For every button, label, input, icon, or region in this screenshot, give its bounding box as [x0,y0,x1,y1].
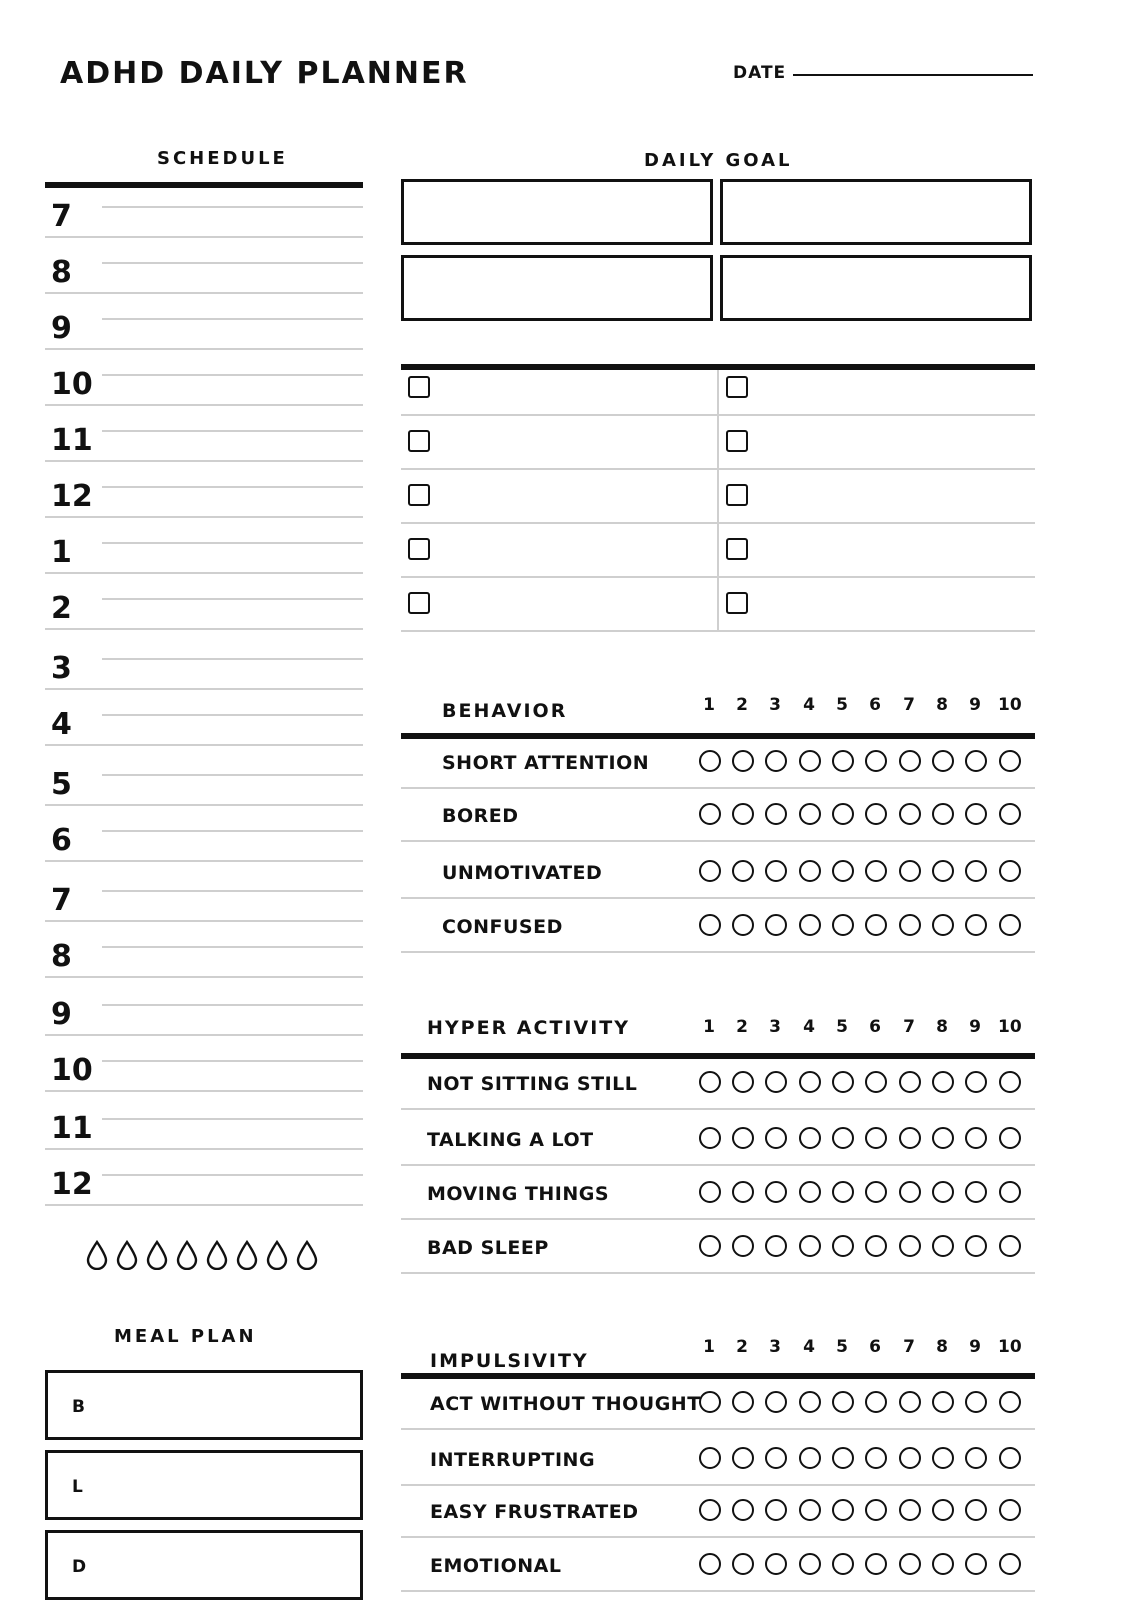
rating-circle[interactable] [865,1553,887,1575]
hour-label: 8 [51,939,72,974]
rating-circle[interactable] [732,914,754,936]
rating-circle[interactable] [699,1447,721,1469]
rating-circle[interactable] [965,1447,987,1469]
hour-label: 10 [51,367,93,402]
rating-circle[interactable] [999,750,1021,772]
rating-circle[interactable] [732,1447,754,1469]
todo-row-divider [401,576,1035,578]
rating-circle[interactable] [799,1391,821,1413]
rating-circle[interactable] [699,750,721,772]
rating-circle[interactable] [699,803,721,825]
hour-writing-line [102,1004,363,1006]
todo-row-divider [401,522,1035,524]
scale-number: 6 [869,1017,881,1037]
hour-writing-line [102,1060,363,1062]
rating-circle[interactable] [932,1071,954,1093]
hour-writing-line [102,206,363,208]
rating-circle[interactable] [832,860,854,882]
rating-circle[interactable] [832,803,854,825]
rating-circle[interactable] [699,860,721,882]
scale-number: 7 [903,695,915,715]
schedule-hour-row[interactable] [45,1166,363,1222]
daily-goal-heading: DAILY GOAL [644,150,793,171]
hour-divider [45,516,363,518]
rating-circle[interactable] [999,1127,1021,1149]
rating-circle[interactable] [899,1127,921,1149]
hour-writing-line [102,374,363,376]
rating-circle[interactable] [965,1127,987,1149]
hour-label: 4 [51,707,72,742]
rating-circle[interactable] [932,1181,954,1203]
rating-circle[interactable] [965,1391,987,1413]
rating-circle[interactable] [765,750,787,772]
goal-box[interactable] [720,179,1032,245]
checkbox[interactable] [726,376,748,398]
scale-number: 9 [969,1017,981,1037]
schedule-hour-row[interactable] [45,1110,363,1166]
rating-circle[interactable] [965,1235,987,1257]
checkbox[interactable] [408,376,430,398]
schedule-hour-row[interactable] [45,938,363,994]
hour-divider [45,688,363,690]
scale-number: 7 [903,1017,915,1037]
rating-row-label: NOT SITTING STILL [427,1073,638,1095]
rating-circle[interactable] [999,1235,1021,1257]
schedule-hour-row[interactable] [45,822,363,878]
scale-number: 2 [736,1337,748,1357]
meal-plan-heading: MEAL PLAN [114,1326,257,1347]
meal-box-b[interactable] [45,1370,363,1440]
hour-divider [45,920,363,922]
rating-circle[interactable] [965,803,987,825]
water-drop-icon[interactable] [204,1240,230,1270]
rating-circle[interactable] [832,1127,854,1149]
schedule-hour-row[interactable] [45,478,363,534]
date-label: DATE [733,63,787,83]
hour-writing-line [102,598,363,600]
hour-divider [45,1034,363,1036]
rating-circle[interactable] [965,860,987,882]
rating-circle[interactable] [765,1181,787,1203]
scale-number: 1 [703,695,715,715]
rating-circle[interactable] [699,1553,721,1575]
rating-circle[interactable] [799,860,821,882]
hour-divider [45,292,363,294]
water-drop-icon[interactable] [144,1240,170,1270]
hour-label: 11 [51,423,93,458]
hour-divider [45,348,363,350]
rating-circle[interactable] [865,1127,887,1149]
checkbox[interactable] [726,484,748,506]
rating-row-divider [401,1536,1035,1538]
rating-circle[interactable] [699,1127,721,1149]
rating-circle[interactable] [765,914,787,936]
rating-circle[interactable] [899,1235,921,1257]
rating-circle[interactable] [832,1447,854,1469]
hour-divider [45,860,363,862]
rating-circle[interactable] [999,1391,1021,1413]
rating-circle[interactable] [799,1447,821,1469]
scale-number: 4 [803,695,815,715]
rating-circle[interactable] [899,1391,921,1413]
rating-circle[interactable] [799,1181,821,1203]
water-drop-icon[interactable] [294,1240,320,1270]
meal-label: L [72,1477,83,1497]
rating-circle[interactable] [799,803,821,825]
rating-row-label: SHORT ATTENTION [442,752,650,774]
page-title: ADHD DAILY PLANNER [60,56,469,91]
schedule-hour-row[interactable] [45,590,363,646]
rating-circle[interactable] [899,860,921,882]
scale-number: 9 [969,695,981,715]
rating-circle[interactable] [865,1447,887,1469]
rating-row-divider [401,1218,1035,1220]
hour-writing-line [102,1174,363,1176]
rating-circle[interactable] [799,1235,821,1257]
checkbox[interactable] [408,592,430,614]
hour-divider [45,976,363,978]
scale-number: 10 [998,695,1022,715]
rating-circle[interactable] [765,1127,787,1149]
rating-circle[interactable] [865,1391,887,1413]
hour-label: 6 [51,823,72,858]
scale-number: 6 [869,1337,881,1357]
rating-circle[interactable] [999,1447,1021,1469]
rating-circle[interactable] [999,860,1021,882]
rating-circle[interactable] [699,1391,721,1413]
hour-label: 5 [51,767,72,802]
rating-circle[interactable] [765,803,787,825]
rating-circle[interactable] [932,1391,954,1413]
rating-circle[interactable] [732,1235,754,1257]
rating-row-label: BORED [442,805,519,827]
rating-circle[interactable] [965,750,987,772]
rating-circle[interactable] [899,750,921,772]
water-drop-icon[interactable] [234,1240,260,1270]
scale-number: 8 [936,695,948,715]
schedule-hour-row[interactable] [45,766,363,822]
rating-circle[interactable] [999,914,1021,936]
rating-circle[interactable] [965,1181,987,1203]
scale-number: 8 [936,1017,948,1037]
rating-circle[interactable] [932,750,954,772]
goal-box[interactable] [720,255,1032,321]
schedule-heading: SCHEDULE [157,148,288,169]
hour-label: 10 [51,1053,93,1088]
scale-number: 2 [736,1017,748,1037]
rating-circle[interactable] [799,1127,821,1149]
rating-row-divider [401,1272,1035,1274]
rating-circle[interactable] [832,1553,854,1575]
schedule-hour-row[interactable] [45,366,363,422]
scale-number: 1 [703,1017,715,1037]
water-tracker [84,1240,320,1270]
schedule-hour-row[interactable] [45,198,363,254]
rating-row-label: EMOTIONAL [430,1555,562,1577]
hour-writing-line [102,714,363,716]
scale-number: 7 [903,1337,915,1357]
rating-circle[interactable] [865,1071,887,1093]
rating-circle[interactable] [999,803,1021,825]
rating-circle[interactable] [732,1127,754,1149]
water-drop-icon[interactable] [264,1240,290,1270]
rating-circle[interactable] [932,860,954,882]
scale-number: 5 [836,1337,848,1357]
rating-circle[interactable] [699,1499,721,1521]
rating-circle[interactable] [699,1071,721,1093]
rating-circle[interactable] [732,803,754,825]
scale-number: 9 [969,1337,981,1357]
rating-circle[interactable] [799,1071,821,1093]
rating-circle[interactable] [999,1553,1021,1575]
hour-divider [45,1148,363,1150]
rating-circle[interactable] [865,750,887,772]
hour-label: 7 [51,883,72,918]
rating-row-divider [401,897,1035,899]
rating-row-label: EASY FRUSTRATED [430,1501,639,1523]
meal-label: B [72,1397,85,1417]
rating-circle[interactable] [799,750,821,772]
scale-number: 10 [998,1017,1022,1037]
scale-number: 3 [769,1337,781,1357]
rating-circle[interactable] [732,1071,754,1093]
rating-section-heading: HYPER ACTIVITY [427,1017,630,1039]
rating-circle[interactable] [832,914,854,936]
checkbox[interactable] [408,484,430,506]
scale-number: 2 [736,695,748,715]
rating-row-divider [401,1108,1035,1110]
rating-row-divider [401,1484,1035,1486]
hour-label: 2 [51,591,72,626]
hour-divider [45,572,363,574]
rating-circle[interactable] [932,914,954,936]
rating-circle[interactable] [832,1391,854,1413]
hour-divider [45,460,363,462]
rating-row-label: MOVING THINGS [427,1183,610,1205]
hour-writing-line [102,262,363,264]
checkbox[interactable] [726,592,748,614]
rating-row-label: INTERRUPTING [430,1449,596,1471]
hour-label: 7 [51,199,72,234]
rating-row-divider [401,840,1035,842]
hour-label: 1 [51,535,72,570]
checkbox[interactable] [408,538,430,560]
schedule-hour-row[interactable] [45,882,363,938]
hour-divider [45,1090,363,1092]
rating-circle[interactable] [765,1499,787,1521]
rating-section-heading: BEHAVIOR [442,700,568,722]
water-drop-icon[interactable] [84,1240,110,1270]
scale-number: 4 [803,1017,815,1037]
rating-circle[interactable] [932,1553,954,1575]
schedule-hour-row[interactable] [45,422,363,478]
rating-circle[interactable] [832,750,854,772]
todo-column-divider [717,370,719,632]
rating-circle[interactable] [899,1071,921,1093]
hour-writing-line [102,946,363,948]
rating-circle[interactable] [932,1499,954,1521]
rating-circle[interactable] [765,1391,787,1413]
hour-divider [45,404,363,406]
rating-circle[interactable] [865,914,887,936]
rating-row-divider [401,787,1035,789]
rating-circle[interactable] [699,1235,721,1257]
rating-circle[interactable] [732,1391,754,1413]
rating-circle[interactable] [765,860,787,882]
rating-circle[interactable] [899,914,921,936]
todo-row-divider [401,630,1035,632]
hour-writing-line [102,658,363,660]
checkbox[interactable] [726,538,748,560]
scale-number: 3 [769,1017,781,1037]
hour-label: 11 [51,1111,93,1146]
goal-box[interactable] [401,179,713,245]
rating-circle[interactable] [799,914,821,936]
hour-writing-line [102,318,363,320]
rating-circle[interactable] [865,1181,887,1203]
todo-row-divider [401,468,1035,470]
rating-circle[interactable] [732,1499,754,1521]
hour-divider [45,628,363,630]
hour-writing-line [102,830,363,832]
scale-number: 6 [869,695,881,715]
hour-label: 3 [51,651,72,686]
rating-circle[interactable] [765,1235,787,1257]
meal-label: D [72,1557,87,1577]
rating-section-divider [401,1373,1035,1379]
scale-number: 10 [998,1337,1022,1357]
rating-circle[interactable] [799,1499,821,1521]
rating-circle[interactable] [899,1553,921,1575]
rating-circle[interactable] [899,1181,921,1203]
rating-circle[interactable] [765,1071,787,1093]
rating-circle[interactable] [699,1181,721,1203]
checkbox[interactable] [408,430,430,452]
hour-divider [45,804,363,806]
rating-circle[interactable] [732,1553,754,1575]
hour-writing-line [102,890,363,892]
water-drop-icon[interactable] [174,1240,200,1270]
rating-row-label: BAD SLEEP [427,1237,549,1259]
meal-box-l[interactable] [45,1450,363,1520]
rating-circle[interactable] [832,1071,854,1093]
rating-section-divider [401,733,1035,739]
schedule-divider [45,182,363,188]
rating-circle[interactable] [765,1553,787,1575]
schedule-hour-row[interactable] [45,1052,363,1108]
scale-number: 1 [703,1337,715,1357]
schedule-hour-row[interactable] [45,310,363,366]
rating-circle[interactable] [832,1499,854,1521]
hour-writing-line [102,486,363,488]
rating-circle[interactable] [832,1181,854,1203]
water-drop-icon[interactable] [114,1240,140,1270]
rating-circle[interactable] [965,914,987,936]
scale-number: 5 [836,695,848,715]
goal-box[interactable] [401,255,713,321]
rating-circle[interactable] [932,1447,954,1469]
hour-label: 9 [51,997,72,1032]
hour-label: 12 [51,479,93,514]
scale-number: 4 [803,1337,815,1357]
meal-box-d[interactable] [45,1530,363,1600]
schedule-hour-row[interactable] [45,254,363,310]
rating-circle[interactable] [932,803,954,825]
rating-row-divider [401,951,1035,953]
rating-circle[interactable] [765,1447,787,1469]
rating-circle[interactable] [965,1553,987,1575]
scale-number: 8 [936,1337,948,1357]
hour-writing-line [102,774,363,776]
checkbox[interactable] [726,430,748,452]
schedule-hour-row[interactable] [45,650,363,706]
hour-writing-line [102,542,363,544]
rating-row-label: ACT WITHOUT THOUGHT [430,1393,701,1415]
hour-divider [45,236,363,238]
rating-circle[interactable] [699,914,721,936]
rating-circle[interactable] [832,1235,854,1257]
rating-row-divider [401,1428,1035,1430]
rating-circle[interactable] [899,1499,921,1521]
rating-circle[interactable] [799,1553,821,1575]
scale-number: 5 [836,1017,848,1037]
rating-circle[interactable] [965,1499,987,1521]
rating-circle[interactable] [732,1181,754,1203]
rating-circle[interactable] [899,1447,921,1469]
hour-label: 8 [51,255,72,290]
rating-row-label: CONFUSED [442,916,563,938]
rating-circle[interactable] [965,1071,987,1093]
hour-divider [45,744,363,746]
hour-writing-line [102,1118,363,1120]
date-field-line[interactable] [793,74,1033,76]
rating-row-divider [401,1164,1035,1166]
rating-row-label: TALKING A LOT [427,1129,594,1151]
rating-circle[interactable] [732,750,754,772]
rating-circle[interactable] [865,860,887,882]
rating-circle[interactable] [732,860,754,882]
rating-circle[interactable] [932,1235,954,1257]
schedule-hour-row[interactable] [45,534,363,590]
rating-section-divider [401,1053,1035,1059]
rating-row-divider [401,1590,1035,1592]
rating-circle[interactable] [899,803,921,825]
rating-circle[interactable] [865,1235,887,1257]
hour-label: 9 [51,311,72,346]
rating-circle[interactable] [999,1499,1021,1521]
rating-circle[interactable] [999,1181,1021,1203]
hour-writing-line [102,430,363,432]
hour-label: 12 [51,1167,93,1202]
schedule-hour-row[interactable] [45,706,363,762]
rating-row-label: UNMOTIVATED [442,862,603,884]
rating-section-heading: IMPULSIVITY [430,1350,589,1372]
todo-row-divider [401,414,1035,416]
scale-number: 3 [769,695,781,715]
rating-circle[interactable] [932,1127,954,1149]
schedule-hour-row[interactable] [45,996,363,1052]
rating-circle[interactable] [865,803,887,825]
hour-divider [45,1204,363,1206]
rating-circle[interactable] [865,1499,887,1521]
rating-circle[interactable] [999,1071,1021,1093]
